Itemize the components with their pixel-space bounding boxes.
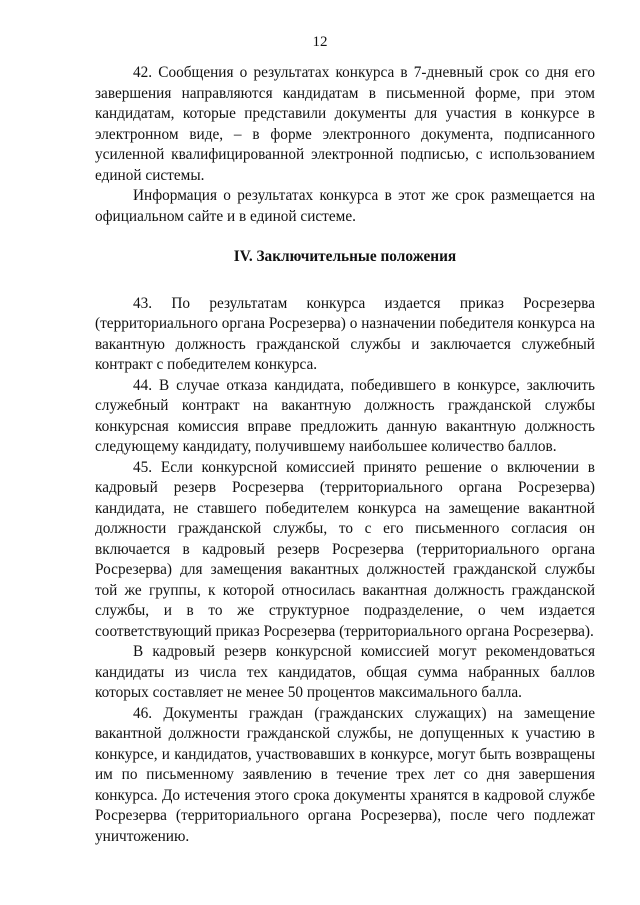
paragraph-reserve: В кадровый резерв конкурсной комиссией могут рекомендоваться кандидаты из числа тех кандидатов, общая сумма набранных баллов которых составляет не менее 50 процентов максимального балла. bbox=[95, 643, 595, 701]
document-body bbox=[95, 63, 595, 847]
paragraph-42: 42. Сообщения о результатах конкурса в 7-дневный срок со дня его завершения направляются кандидатам в письменной форме, при этом кандидатам, которые представили документы для участия в конкурсе в электронном виде, – в форме электронного документа, подписанного усиленной квалифицированной электронной подписью, с использованием единой системы. bbox=[95, 64, 595, 184]
paragraph-results-info: Информация о результатах конкурса в этот же срок размещается на официальном сайте и в единой системе. bbox=[95, 187, 595, 225]
page-number: 12 bbox=[312, 34, 328, 50]
paragraph-43: 43. По результатам конкурса издается приказ Росрезерва (территориального органа Росрезерва) о назначении победителя конкурса на вакантную должность гражданской службы и заключается служебный контракт с победителем конкурса. bbox=[95, 294, 595, 373]
paragraph-46: 46. Документы граждан (гражданских служащих) на замещение вакантной должности гражданской службы, не допущенных к участию в конкурсе, и кандидатов, участвовавших в конкурсе, могут быть возвращены им по письменному заявлению в течение трех лет со дня завершения конкурса. До истечения этого срока документы хранятся в кадровой службе Росрезерва (территориального органа Росрезерва), после чего подлежат уничтожению. bbox=[95, 704, 595, 845]
paragraph-44: 44. В случае отказа кандидата, победившего в конкурсе, заключить служебный контракт на вакантную должность гражданской службы конкурсная комиссия вправе предложить данную вакантную должность следующему кандидату, получившему наибольшее количество баллов. bbox=[95, 376, 595, 455]
section-heading: IV. Заключительные положения bbox=[233, 248, 457, 265]
paragraph-45: 45. Если конкурсной комиссией принято решение о включении в кадровый резерв Росрезерва (территориального органа Росрезерва) кандидата, не ставшего победителем конкурса на замещение вакантной должности гражданской службы, то с его письменного согласия он включается в кадровый резерв Росрезерва (территориального органа Росрезерва) для замещения вакантных должностей гражданской службы той же группы, к которой относилась вакантная должность гражданской службы, и в то же структурное подразделение, о чем издается соответствующий приказ Росрезерва (территориального органа Росрезерва). bbox=[95, 458, 595, 640]
